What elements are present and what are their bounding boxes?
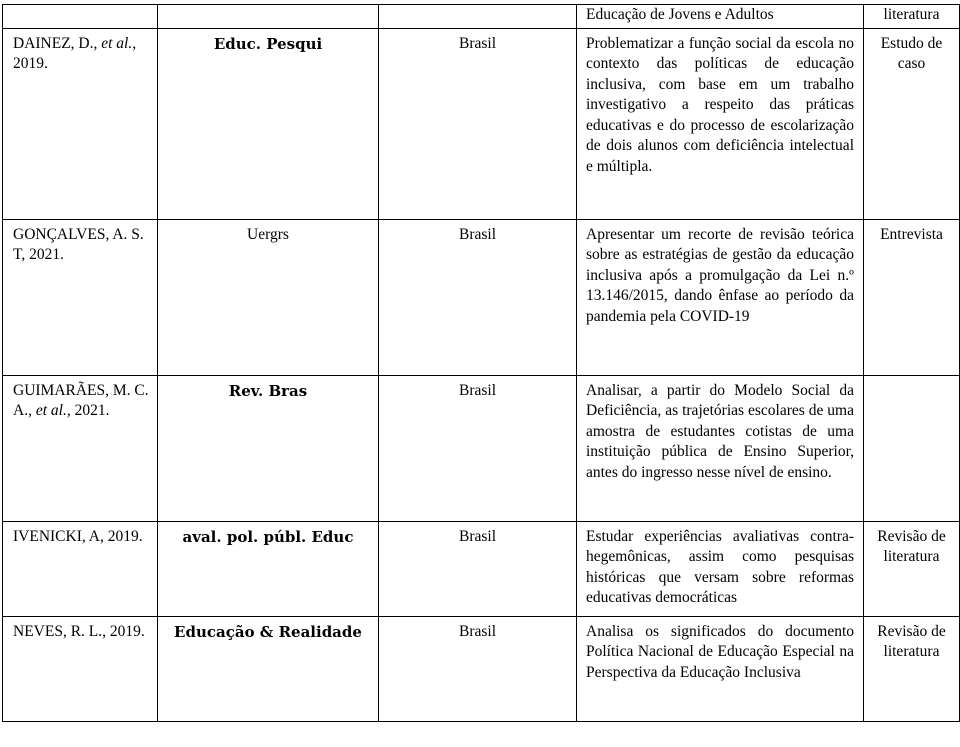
country-cell: Brasil xyxy=(379,219,577,375)
country-cell xyxy=(379,5,577,29)
table-row xyxy=(3,5,960,29)
method-cell: Entrevista xyxy=(864,219,960,375)
table-row xyxy=(3,28,960,219)
author-cell: IVENICKI, A, 2019. xyxy=(3,521,158,616)
objective-cell: Estudar experiências avaliativas contra-hegemônicas, assim como pesquisas históricas que versam sobre reformas educativas democráticas xyxy=(577,521,864,616)
author-cell: NEVES, R. L., 2019. xyxy=(3,616,158,721)
references-table xyxy=(2,4,960,722)
table-row xyxy=(3,375,960,521)
journal-cell: Rev. Bras xyxy=(158,375,379,521)
country-cell: Brasil xyxy=(379,28,577,219)
table-row xyxy=(3,616,960,721)
author-etal: et al. xyxy=(35,402,67,419)
journal-cell: Uergrs xyxy=(158,219,379,375)
table-row xyxy=(3,219,960,375)
method-cell xyxy=(864,375,960,521)
method-cell: Revisão de literatura xyxy=(864,521,960,616)
objective-cell: Analisar, a partir do Modelo Social da Deficiência, as trajetórias escolares de uma amostra de estudantes cotistas de uma instituição pública de Ensino Superior, antes do ingresso nesse nível de ensino. xyxy=(577,375,864,521)
objective-cell: Analisa os significados do documento Política Nacional de Educação Especial na Perspectiva da Educação Inclusiva xyxy=(577,616,864,721)
objective-cell: Apresentar um recorte de revisão teórica sobre as estratégias de gestão da educação inclusiva após a promulgação da Lei n.º 13.146/2015, dando ênfase ao período da pandemia pela COVID-19 xyxy=(577,219,864,375)
journal-cell: Educação & Realidade xyxy=(158,616,379,721)
author-cell: DAINEZ, D., et al., 2019. xyxy=(3,28,158,219)
table-row xyxy=(3,521,960,616)
method-cell: Revisão de literatura xyxy=(864,616,960,721)
author-cell: GUIMARÃES, M. C. A., et al., 2021. xyxy=(3,375,158,521)
journal-cell: aval. pol. públ. Educ xyxy=(158,521,379,616)
country-cell: Brasil xyxy=(379,616,577,721)
method-cell: literatura xyxy=(864,5,960,29)
journal-cell: Educ. Pesqui xyxy=(158,28,379,219)
journal-cell xyxy=(158,5,379,29)
method-cell: Estudo de caso xyxy=(864,28,960,219)
country-cell: Brasil xyxy=(379,521,577,616)
objective-cell: Educação de Jovens e Adultos xyxy=(577,5,864,29)
author-cell: GONÇALVES, A. S. T, 2021. xyxy=(3,219,158,375)
objective-cell: Problematizar a função social da escola no contexto das políticas de educação inclusiva, com base em um trabalho investigativo a respeito das práticas educativas e do processo de escolarização de dois alunos com deficiência intelectual e múltipla. xyxy=(577,28,864,219)
country-cell: Brasil xyxy=(379,375,577,521)
author-etal: et al. xyxy=(101,34,133,52)
author-cell xyxy=(3,5,158,29)
